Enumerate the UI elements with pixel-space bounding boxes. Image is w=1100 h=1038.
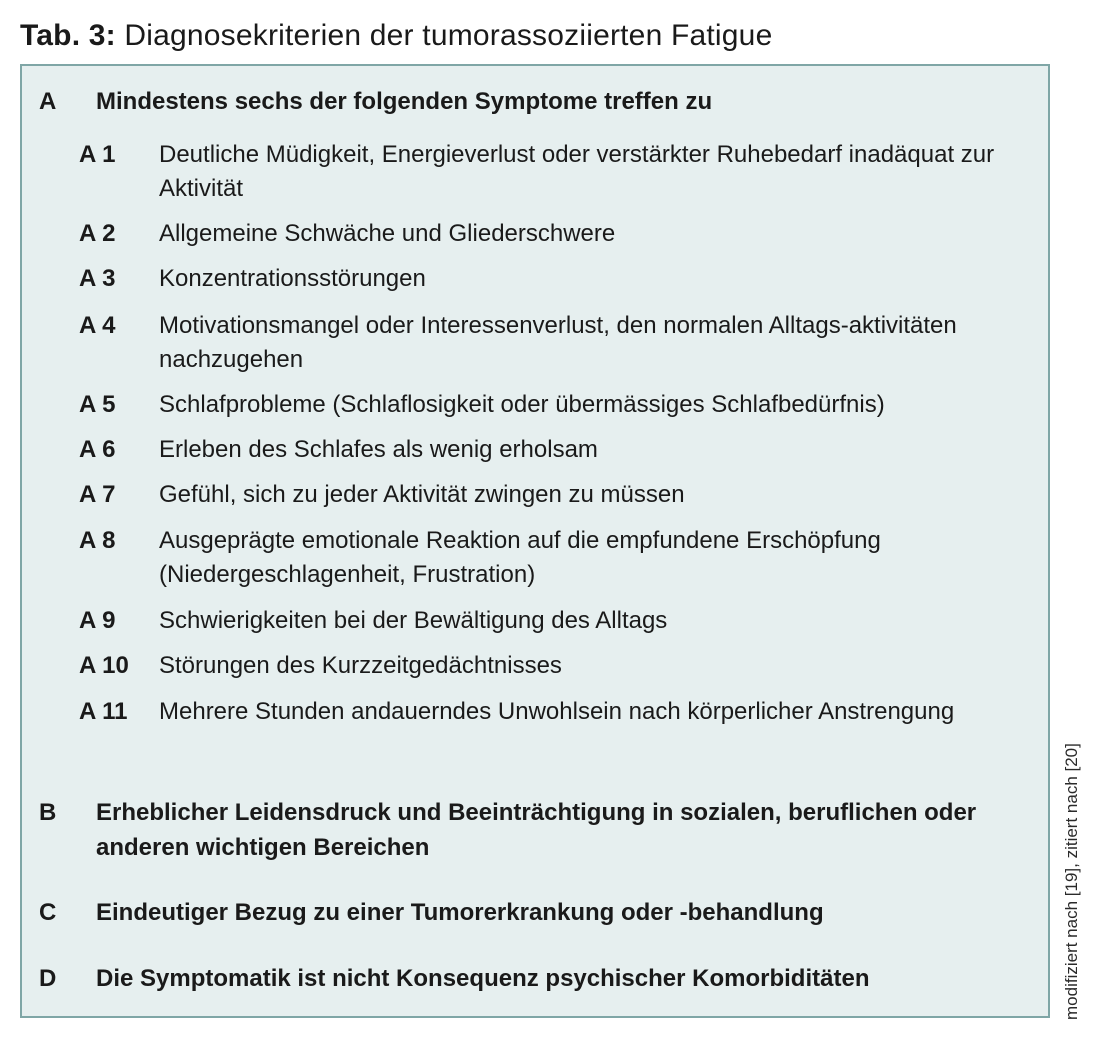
symptom-code: A 1 [79,141,116,168]
criterion-letter: D [39,965,57,992]
symptom-code: A 3 [79,265,116,292]
criterion-letter: C [39,899,57,926]
symptom-text: Allgemeine Schwäche und Gliederschwere [159,220,616,247]
symptom-code: A 5 [79,391,116,418]
symptom-text: Ausgeprägte emotionale Reaktion auf die empfundene Erschöpfung (Niedergeschlagenheit, Frustration) [159,527,881,588]
symptom-code: A 10 [79,652,129,679]
symptom-text: Motivationsmangel oder Interessenverlust, den normalen Alltags-aktivitäten nachzugehen [159,312,957,373]
criteria-box [20,64,1050,1018]
criterion-text: Erheblicher Leidensdruck und Beeinträchtigung in sozialen, beruflichen oder anderen wichtigen Bereichen [96,799,977,861]
symptom-code: A 8 [79,527,116,554]
criterion-letter: A [39,88,57,115]
symptom-text: Konzentrationsstörungen [159,265,426,292]
table-caption: Diagnosekriterien der tumorassoziierten Fatigue [124,19,773,52]
symptom-text: Schlafprobleme (Schlaflosigkeit oder übermässiges Schlafbedürfnis) [159,391,885,418]
symptom-code: A 7 [79,481,116,508]
source-note: modifiziert nach [19], zitiert nach [20] [1062,743,1081,1020]
symptom-text: Störungen des Kurzzeitgedächtnisses [159,652,562,679]
criterion-letter: B [39,799,57,826]
symptom-code: A 4 [79,312,116,339]
criterion-text: Mindestens sechs der folgenden Symptome treffen zu [96,88,713,115]
symptom-code: A 6 [79,436,116,463]
symptom-text: Schwierigkeiten bei der Bewältigung des Alltags [159,607,668,634]
symptom-code: A 2 [79,220,116,247]
criterion-text: Eindeutiger Bezug zu einer Tumorerkrankung oder -behandlung [96,899,824,926]
table-title [20,16,772,56]
symptom-text: Mehrere Stunden andauerndes Unwohlsein nach körperlicher Anstrengung [159,698,955,725]
symptom-code: A 11 [79,698,128,725]
symptom-text: Gefühl, sich zu jeder Aktivität zwingen zu müssen [159,481,685,508]
table-number: Tab. 3: [20,19,116,52]
symptom-text: Deutliche Müdigkeit, Energieverlust oder verstärkter Ruhebedarf inadäquat zur Aktivität [159,141,995,202]
symptom-text: Erleben des Schlafes als wenig erholsam [159,436,598,463]
criterion-text: Die Symptomatik ist nicht Konsequenz psychischer Komorbiditäten [96,965,870,992]
symptom-code: A 9 [79,607,116,634]
